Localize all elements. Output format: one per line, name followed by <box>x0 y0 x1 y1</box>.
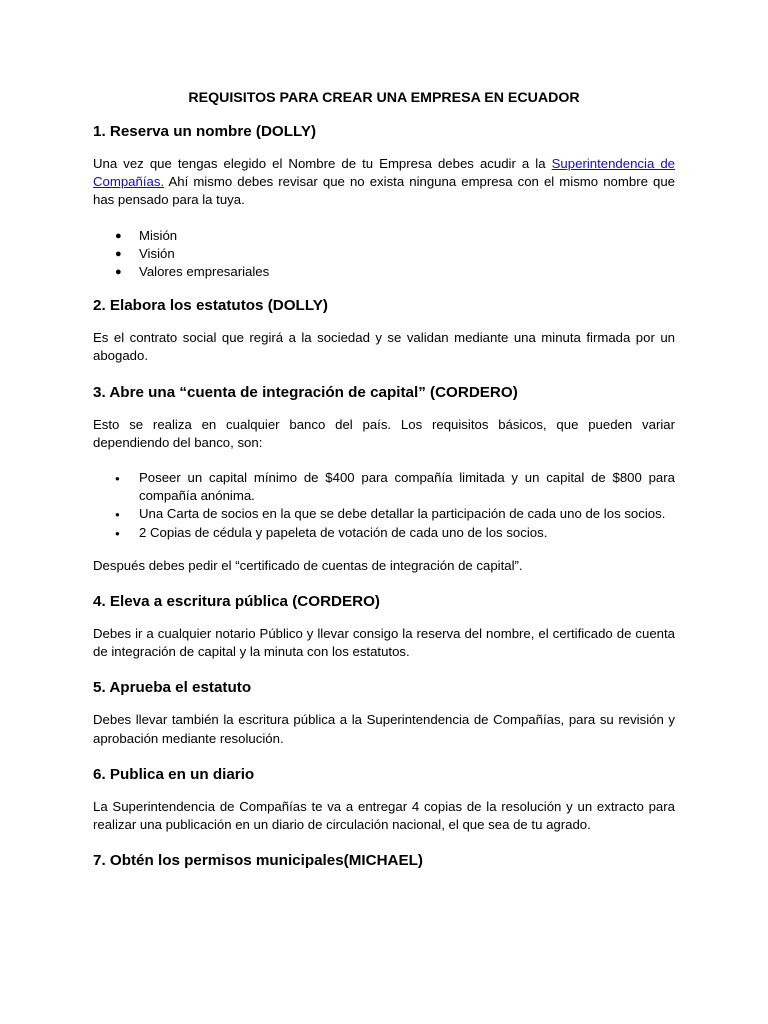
section-1-list <box>93 227 675 282</box>
bullet-icon: ● <box>115 266 122 279</box>
list-item-text: Una Carta de socios en la que se debe detallar la participación de cada uno de los socios. <box>139 506 666 522</box>
section-4-heading: 4. Eleva a escritura pública (CORDERO) <box>93 593 380 611</box>
list-item-text: 2 Copias de cédula y papeleta de votación de cada uno de los socios. <box>139 524 548 540</box>
section-5-paragraph: Debes llevar también la escritura pública a la Superintendencia de Compañías, para su revisión y aprobación mediante resolución. <box>93 712 675 746</box>
list-item <box>93 245 675 263</box>
section-1-text-post: Ahí mismo debes revisar que no exista ninguna empresa con el mismo nombre que has pensado para la tuya. <box>93 174 675 208</box>
list-item <box>93 263 675 281</box>
document-body <box>93 88 675 884</box>
list-item-text: Poseer un capital mínimo de $400 para compañía limitada y un capital de $800 para compañía anónima. <box>139 470 675 504</box>
list-item-text: Valores empresariales <box>139 264 270 280</box>
section-4-paragraph: Debes ir a cualquier notario Público y llevar consigo la reserva del nombre, el certificado de cuenta de integración de capital y la minuta con los estatutos. <box>93 626 675 660</box>
list-item <box>93 469 675 505</box>
bullet-icon: ● <box>115 474 120 484</box>
section-3-closing: Después debes pedir el “certificado de cuentas de integración de capital”. <box>93 557 523 573</box>
section-6-heading: 6. Publica en un diario <box>93 765 255 783</box>
section-1-text-pre: Una vez que tengas elegido el Nombre de tu Empresa debes acudir a la <box>93 156 552 171</box>
section-3-paragraph: Esto se realiza en cualquier banco del país. Los requisitos básicos, que pueden variar dependiendo del banco, son: <box>93 416 675 450</box>
bullet-icon: ● <box>115 247 122 260</box>
list-item-text: Visión <box>139 245 175 261</box>
document-title: REQUISITOS PARA CREAR UNA EMPRESA EN ECUADOR <box>188 90 580 106</box>
superintendencia-link[interactable]: Superintendencia de Compañías. <box>93 156 676 190</box>
section-5-heading: 5. Aprueba el estatuto <box>93 679 252 697</box>
section-2-heading: 2. Elabora los estatutos (DOLLY) <box>93 297 328 315</box>
section-3-heading: 3. Abre una “cuenta de integración de capital” (CORDERO) <box>93 383 518 401</box>
section-1-heading: 1. Reserva un nombre (DOLLY) <box>93 123 317 140</box>
section-7-heading: 7. Obtén los permisos municipales(MICHAEL) <box>93 852 423 870</box>
section-2-paragraph: Es el contrato social que regirá a la sociedad y se validan mediante una minuta firmada por un abogado. <box>93 330 675 364</box>
section-3-list <box>93 469 675 542</box>
section-6-paragraph: La Superintendencia de Compañías te va a entregar 4 copias de la resolución y un extracto para realizar una publicación en un diario de circulación nacional, el que sea de tu agrado. <box>93 798 675 833</box>
bullet-icon: ● <box>115 510 120 520</box>
bullet-icon: ● <box>115 229 122 242</box>
list-item <box>93 227 675 245</box>
bullet-icon: ● <box>115 528 120 538</box>
list-item <box>93 524 675 542</box>
list-item <box>93 505 675 523</box>
section-1-paragraph <box>93 155 675 210</box>
list-item-text: Misión <box>139 227 178 243</box>
